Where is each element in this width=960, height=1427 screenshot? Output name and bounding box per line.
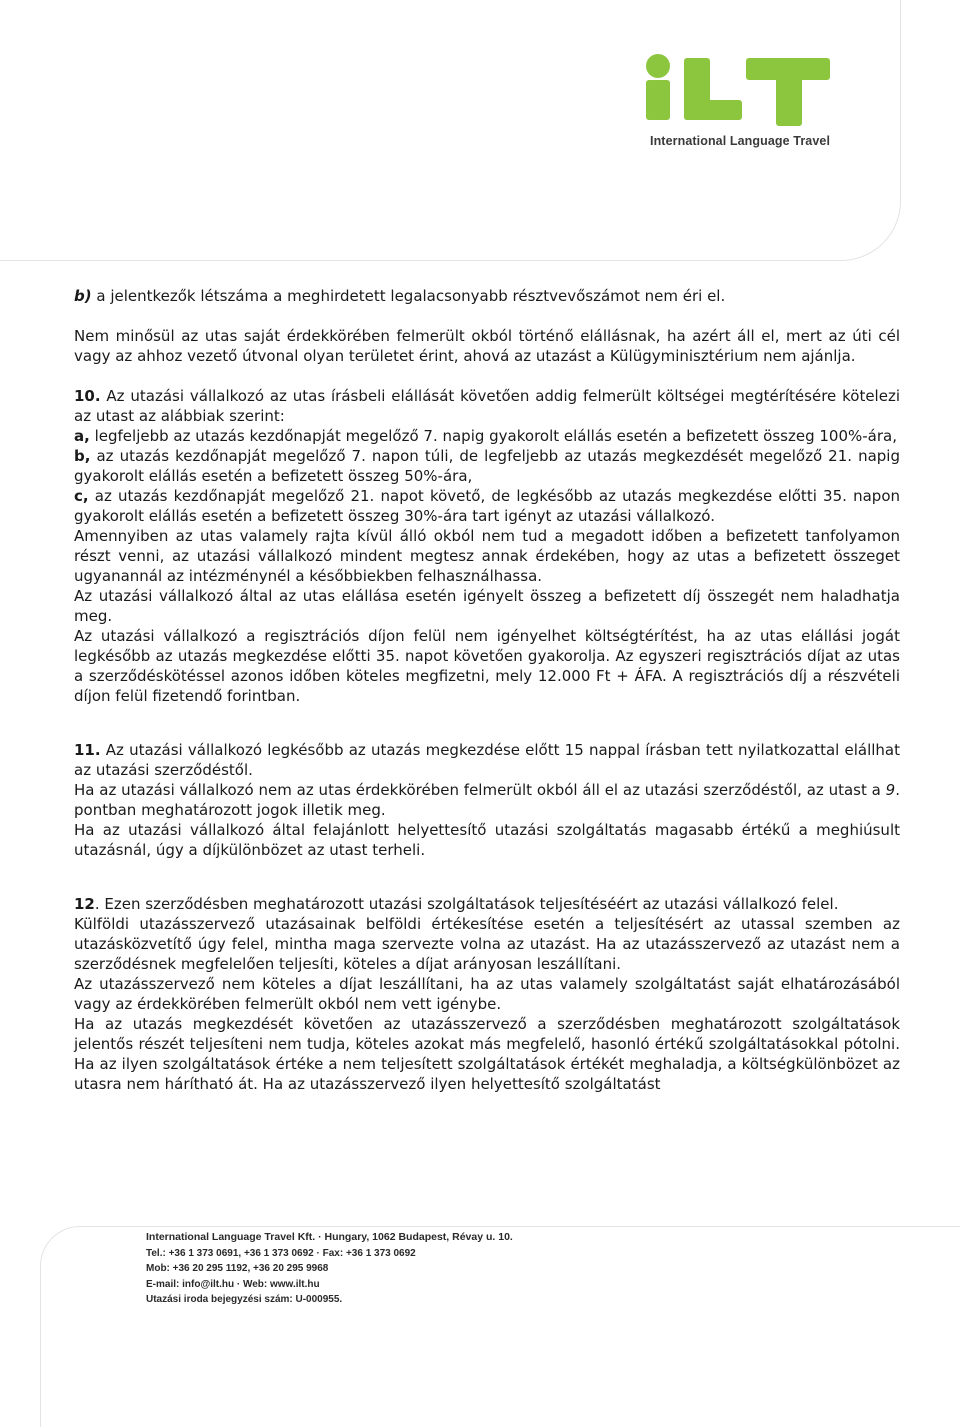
item-label: c,: [74, 487, 89, 505]
section-11-intro: [74, 740, 900, 780]
section-number: 12: [74, 895, 95, 913]
section-reference: 9: [885, 781, 896, 799]
section-number: 10.: [74, 387, 101, 405]
footer-mobile: Mob: +36 20 295 1192, +36 20 295 9968: [146, 1263, 329, 1274]
section-10-item-c: [74, 486, 900, 526]
section-10-intro: [74, 386, 900, 426]
paragraph-text: . pontban meghatározott jogok illetik meg.: [74, 781, 900, 819]
section-10-paragraph-3: Az utazási vállalkozó által az utas elállása esetén igényelt összeg a befizetett díj összegét nem haladhatja meg.: [74, 587, 900, 625]
paragraph-nem-minosul: Nem minősül az utas saját érdekkörében felmerült okból történő elállásnak, ha azért áll el, mert az úti cél vagy az ahhoz vezető útvonal olyan területet érint, ahová az utazást a Külügyminisztérium nem ajánlja.: [74, 327, 900, 365]
paragraph-b: [74, 286, 900, 306]
logo-tagline: International Language Travel: [650, 134, 831, 148]
section-11-paragraph-3: Ha az utazási vállalkozó által felajánlott helyettesítő utazási szolgáltatás magasabb értékű a meghiúsult utazásnál, úgy a díjkülönbözet az utast terheli.: [74, 821, 900, 859]
section-10-paragraph-4: Az utazási vállalkozó a regisztrációs díjon felül nem igényelhet költségtérítést, ha az utas elállási jogát legkésőbb az utazás megkezdése előtti 35. napot követően gyakorolja. Az egyszeri regisztrációs díjat az utas a szerződéskötéssel azonos időben köteles megfizetni, mely 12.000 Ft + ÁFA. A regisztrációs díj a részvételi díjon felül fizetendő forintban.: [74, 627, 900, 705]
footer-company-address: International Language Travel Kft. · Hungary, 1062 Budapest, Révay u. 10.: [146, 1231, 513, 1243]
section-number: 11.: [74, 741, 101, 759]
item-label: b,: [74, 447, 91, 465]
section-10-item-b: [74, 446, 900, 486]
section-11-paragraph-2: [74, 780, 900, 820]
section-12-paragraph-3: Az utazásszervező nem köteles a díjat leszállítani, ha az utas valamely szolgáltatást saját elhatározásából vagy az érdekkörében felmerült okból nem vett igénybe.: [74, 975, 900, 1013]
section-12-paragraph-4: Ha az utazás megkezdését követően az utazásszervező a szerződésben meghatározott szolgáltatások jelentős részét teljesíteni nem tudja, köteles azokat más megfelelő, hasonló értékű szolgáltatásokkal pótolni. Ha az ilyen szolgáltatások értéke a nem teljesített szolgáltatások értékét meghaladja, a költségkülönbözet az utasra nem hárítható át. Ha az utazásszervező ilyen helyettesítő szolgáltatást: [74, 1015, 900, 1093]
footer-email-web: E-mail: info@ilt.hu · Web: www.ilt.hu: [146, 1278, 320, 1290]
paragraph-text: Ha az utazási vállalkozó nem az utas érdekkörében felmerült okból áll el az utazási szerződéstől, az utast a: [74, 781, 886, 799]
paragraph-text: legfeljebb az utazás kezdőnapját megelőző 7. napig gyakorolt elállás esetén a befizetett összeg 100%-ára,: [89, 427, 897, 445]
paragraph-text: az utazás kezdőnapját megelőző 21. napot követő, de legkésőbb az utazás megkezdése előtti 35. napon gyakorolt elállás esetén a befizetett összeg 30%-ára tart igényt az utazási vállalkozó.: [74, 487, 900, 525]
item-label: b): [74, 287, 92, 305]
paragraph-text: a jelentkezők létszáma a meghirdetett legalacsonyabb résztvevőszámot nem éri el.: [91, 287, 726, 305]
document-body: [74, 286, 900, 1094]
section-10-item-a: [74, 426, 900, 446]
paragraph-text: Az utazási vállalkozó legkésőbb az utazás megkezdése előtt 15 nappal írásban tett nyilatkozattal elállhat az utazási szerződéstől.: [74, 741, 900, 779]
item-label: a,: [74, 427, 90, 445]
ilt-logo: [636, 50, 846, 160]
paragraph-text: Az utazási vállalkozó az utas írásbeli elállását követően addig felmerült költségei megtérítésére kötelezi az utast az alábbiak szerint:: [74, 387, 900, 425]
section-12-paragraph-2: Külföldi utazásszervező utazásainak belföldi értékesítése esetén a teljesítésért az utassal szemben az utazásközvetítő úgy felel, mintha maga szervezte volna az utazást. Ha az utazásszervező az utazást nem a szerződésnek megfelelően teljesíti, köteles a díjat arányosan leszállítani.: [74, 915, 900, 973]
section-10-paragraph-2: Amennyiben az utas valamely rajta kívül álló okból nem tud a megadott időben a befizetett tanfolyamon részt venni, az utazási vállalkozó mindent megtesz annak érdekében, hogy az utas a befizetett összeget ugyanannál az intézménynél a későbbiekben felhasználhassa.: [74, 527, 900, 585]
footer-phone-fax: Tel.: +36 1 373 0691, +36 1 373 0692 · Fax: +36 1 373 0692: [146, 1247, 416, 1259]
paragraph-text: az utazás kezdőnapját megelőző 7. napon túli, de legfeljebb az utazás megkezdését megelőző 21. napig gyakorolt elállás esetén a befizetett összeg 50%-ára,: [74, 447, 900, 485]
footer-contact: [146, 1230, 513, 1308]
footer-registration: Utazási iroda bejegyzési szám: U-000955.: [146, 1294, 343, 1305]
ilt-logo-mark: [636, 50, 836, 134]
section-12-intro: [74, 894, 900, 914]
paragraph-text: . Ezen szerződésben meghatározott utazási szolgáltatások teljesítéséért az utazási vállalkozó felel.: [94, 895, 839, 913]
